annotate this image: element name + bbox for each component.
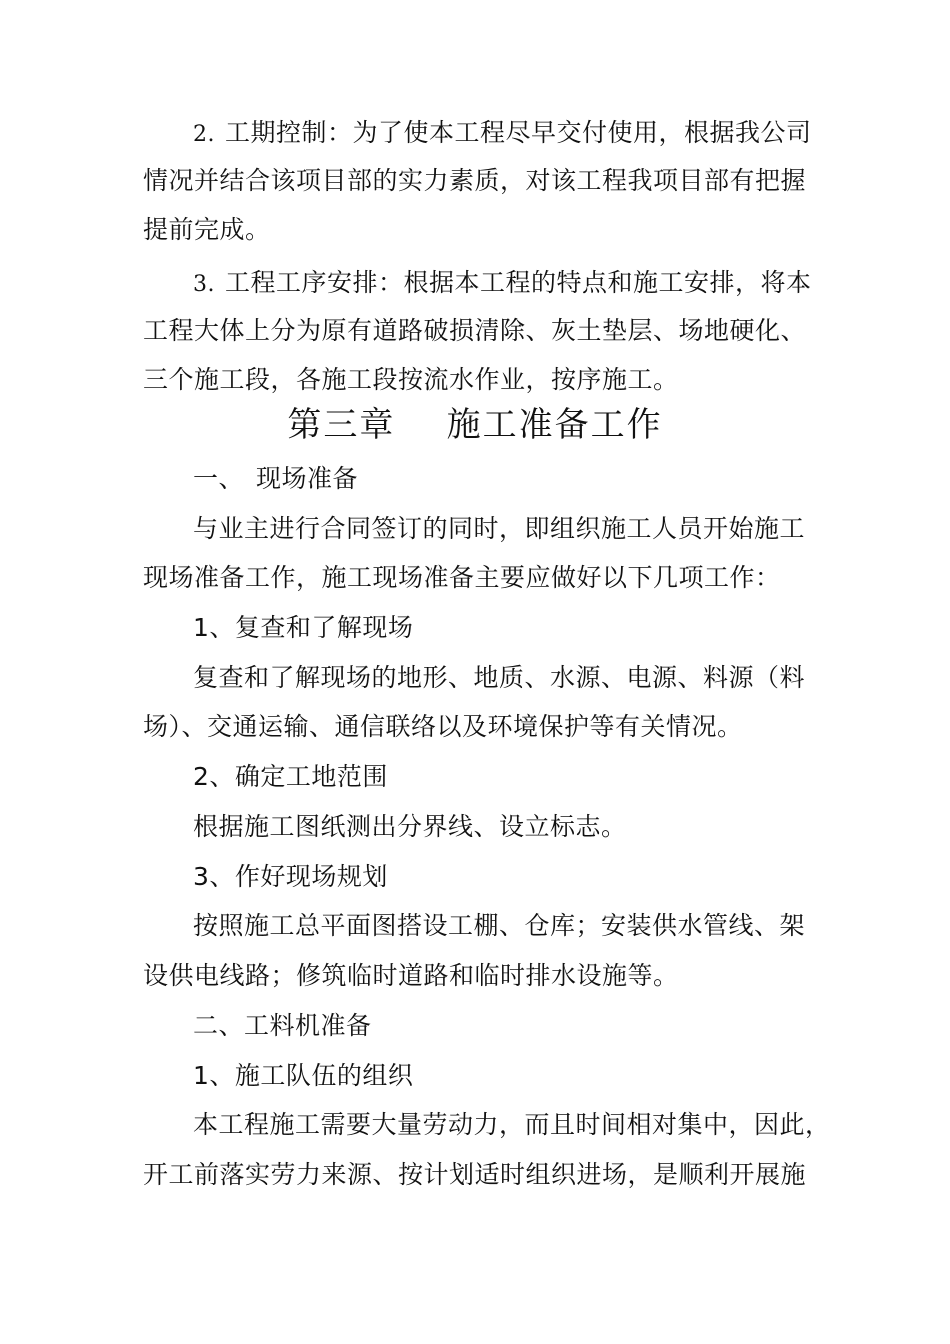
section-2-heading: 二、工料机准备 [193, 1011, 372, 1040]
section-2-item-1-line-1: 本工程施工需要大量劳动力，而且时间相对集中，因此， [193, 1110, 831, 1139]
paragraph-3-line-1 [193, 266, 873, 302]
item-2-title: 2、确定工地范围 [193, 762, 388, 791]
paragraph-number: 3. [193, 272, 215, 297]
paragraph-3-line-2: 工程大体上分为原有道路破损清除、灰土垫层、场地硬化、 [143, 316, 807, 345]
paragraph-text: 工程工序安排：根据本工程的特点和施工安排，将本 [225, 268, 812, 297]
section-1-heading [193, 462, 873, 496]
paragraph-number: 2. [193, 122, 215, 147]
item-3-title: 3、作好现场规划 [193, 862, 388, 891]
paragraph-2-line-3: 提前完成。 [143, 215, 271, 244]
item-1-title: 1、复查和了解现场 [193, 613, 414, 642]
item-3-line-1: 按照施工总平面图搭设工棚、仓库；安装供水管线、架 [193, 911, 806, 940]
section-1-intro-line-2: 现场准备工作，施工现场准备主要应做好以下几项工作： [143, 563, 781, 592]
section-title: 现场准备 [256, 464, 359, 493]
section-number: 一、 [193, 464, 245, 493]
item-1-line-2: 场）、交通运输、通信联络以及环境保护等有关情况。 [143, 712, 743, 741]
chapter-title: 第三章 施工准备工作 [287, 405, 663, 445]
item-1-line-1: 复查和了解现场的地形、地质、水源、电源、料源（料 [193, 663, 806, 692]
section-2-item-1-title: 1、施工队伍的组织 [193, 1061, 414, 1090]
item-2-line-1: 根据施工图纸测出分界线、设立标志。 [193, 812, 627, 841]
paragraph-2-line-1 [193, 116, 873, 152]
section-2-item-1-line-2: 开工前落实劳力来源、按计划适时组织进场，是顺利开展施 [143, 1160, 807, 1189]
section-1-intro-line-1: 与业主进行合同签订的同时，即组织施工人员开始施工 [193, 514, 806, 543]
paragraph-3-line-3: 三个施工段，各施工段按流水作业，按序施工。 [143, 365, 679, 394]
item-3-line-2: 设供电线路；修筑临时道路和临时排水设施等。 [143, 961, 679, 990]
paragraph-2-line-2: 情况并结合该项目部的实力素质，对该工程我项目部有把握 [143, 166, 807, 195]
paragraph-text: 工期控制：为了使本工程尽早交付使用，根据我公司 [225, 118, 812, 147]
